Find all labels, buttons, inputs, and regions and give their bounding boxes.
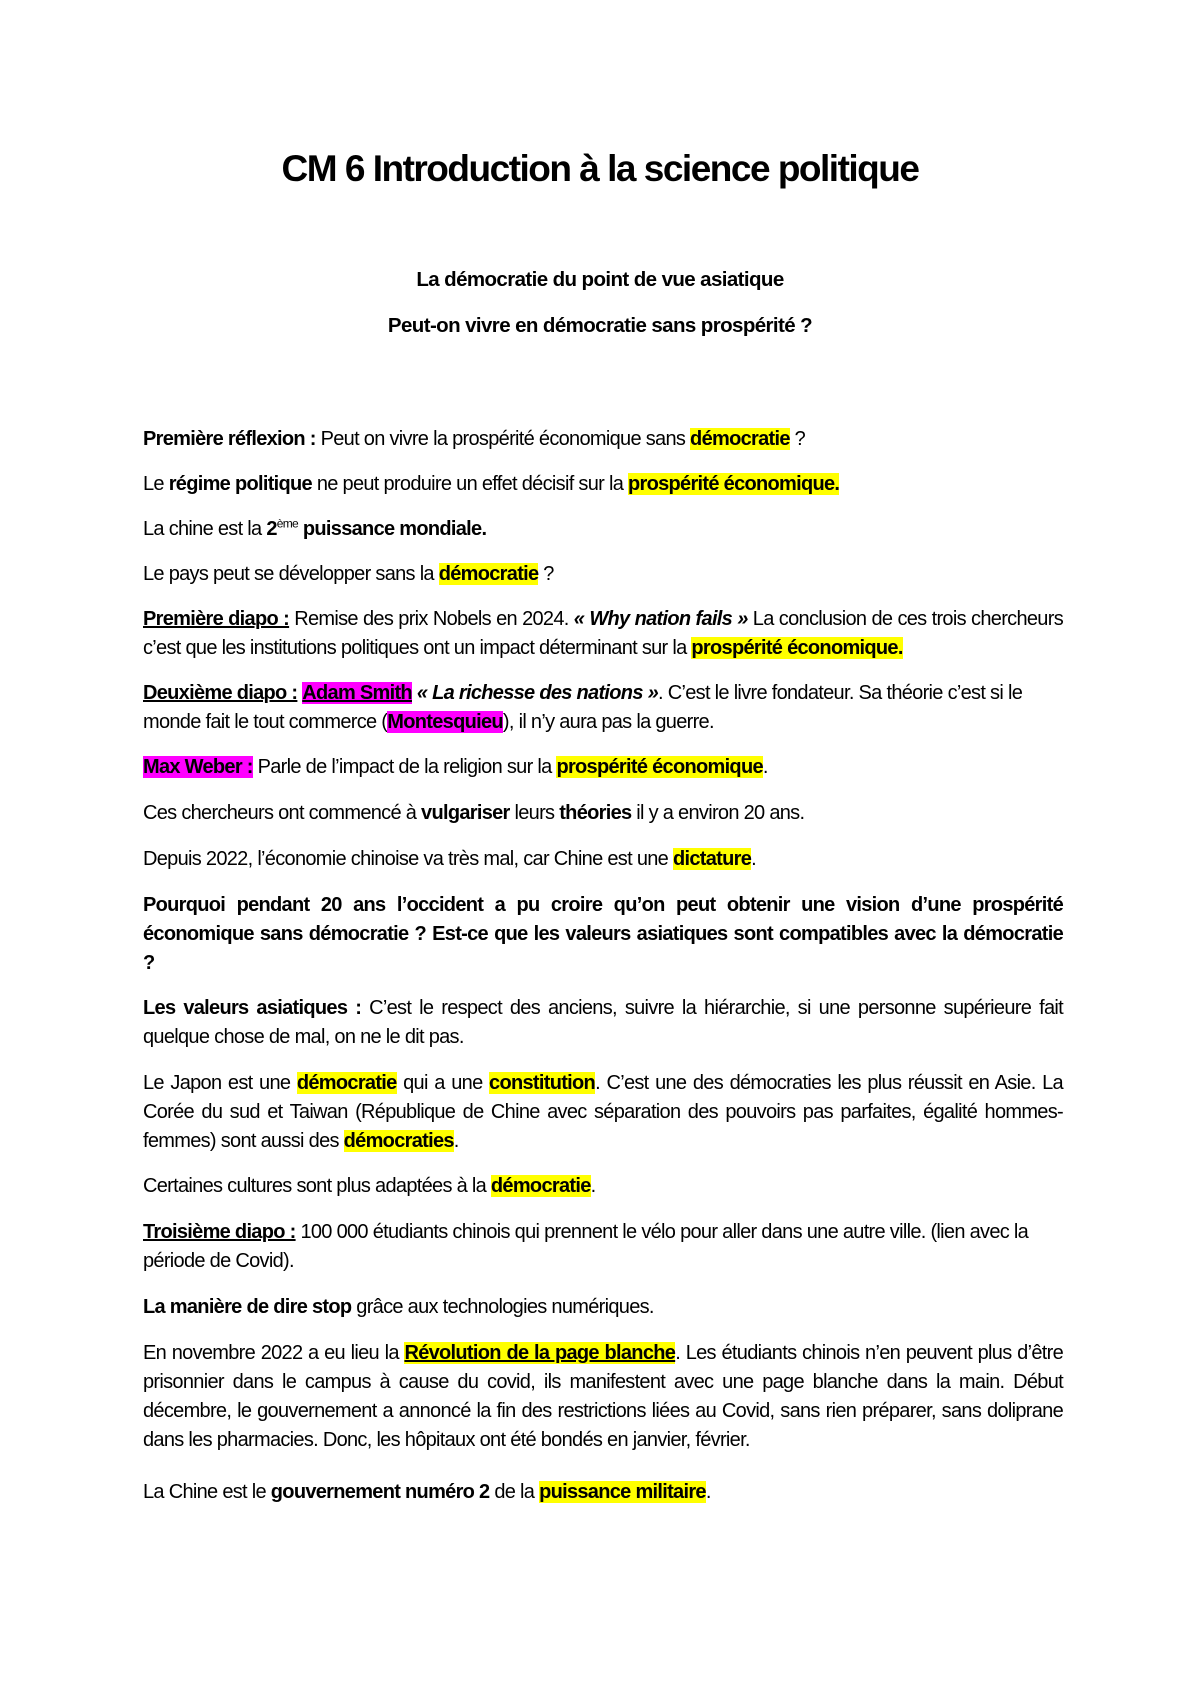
paragraph-chine-puissance [143, 515, 1063, 544]
highlight-prosperite: prospérité économique. [691, 637, 903, 659]
highlight-montesquieu: Montesquieu [387, 711, 503, 733]
text: leurs [509, 802, 560, 824]
paragraph-puissance-militaire [143, 1478, 1063, 1507]
paragraph-chercheurs [143, 799, 1063, 828]
highlight-democratie: démocratie [438, 563, 539, 585]
paragraph-revolution-page-blanche [143, 1339, 1063, 1455]
bold-theories: théories [559, 802, 632, 824]
text: Remise des prix Nobels en 2024. [289, 608, 574, 630]
text: La conclusion de ces trois chercheurs c’est que les institutions politiques ont un impact déterminant sur la [143, 608, 1063, 659]
text: grâce aux technologies numériques. [351, 1296, 654, 1318]
paragraph-cultures [143, 1172, 1063, 1201]
highlight-constitution: constitution [489, 1072, 596, 1094]
paragraph-premiere-diapo [143, 605, 1063, 663]
superscript: ème [276, 516, 299, 531]
paragraph-japon [143, 1069, 1063, 1156]
bold-vulgariser: vulgariser [421, 802, 510, 824]
highlight-democratie: démocratie [490, 1175, 591, 1197]
text: Parle de l’impact de la religion sur la [252, 756, 557, 778]
paragraph-troisieme-diapo [143, 1218, 1063, 1276]
highlight-max-weber: Max Weber : [143, 756, 253, 778]
text: ), il n’y aura pas la guerre. [502, 711, 714, 733]
bold-regime-politique: régime politique [168, 473, 312, 495]
quote-why-nation-fails: « Why nation fails » [573, 608, 748, 630]
label-premiere-diapo: Première diapo : [143, 608, 290, 630]
text: Le Japon est une [143, 1072, 297, 1094]
paragraph-max-weber [143, 753, 1063, 782]
paragraph-premiere-reflexion [143, 425, 1063, 454]
bold-question: Pourquoi pendant 20 ans l’occident a pu croire qu’on peut obtenir une vision d’une prospérité économique sans démocratie ? Est-ce que les valeurs asiatiques sont compatibles avec la démocratie ? [143, 894, 1063, 974]
paragraph-question-occident [143, 891, 1063, 978]
text: . [453, 1130, 459, 1152]
text: Le [143, 473, 169, 495]
highlight-revolution-page-blanche: Révolution de la page blanche [404, 1342, 676, 1364]
highlight-adam-smith: Adam Smith [302, 682, 412, 704]
label-premiere-reflexion: Première réflexion : [143, 428, 316, 450]
text: ? [789, 428, 806, 450]
highlight-democratie: démocratie [690, 428, 790, 450]
bold-puissance-mondiale: puissance mondiale. [298, 518, 487, 540]
bold-gouvernement-numero-2: gouvernement numéro 2 [270, 1481, 490, 1503]
text: Peut on vivre la prospérité économique sans [315, 428, 691, 450]
highlight-democratie: démocratie [296, 1072, 397, 1094]
paragraph-maniere-dire-stop [143, 1293, 1063, 1322]
highlight-dictature: dictature [672, 848, 752, 870]
text: C’est le respect des anciens, suivre la hiérarchie, si une personne supérieure fait quelque chose de mal, on ne le dit pas. [143, 997, 1063, 1048]
bold-2: 2 [266, 518, 277, 540]
paragraph-deuxieme-diapo [143, 679, 1063, 737]
text: de la [489, 1481, 540, 1503]
text: Ces chercheurs ont commencé à [143, 802, 422, 824]
highlight-puissance-militaire: puissance militaire [539, 1481, 706, 1503]
paragraph-pays-developper [143, 560, 1063, 589]
label-deuxieme-diapo: Deuxième diapo : [143, 682, 298, 704]
text: il y a environ 20 ans. [631, 802, 805, 824]
text: Certaines cultures sont plus adaptées à la [143, 1175, 491, 1197]
paragraph-valeurs-asiatiques [143, 994, 1063, 1052]
text: . [762, 756, 768, 778]
highlight-democraties: démocraties [343, 1130, 454, 1152]
text: 100 000 étudiants chinois qui prennent le vélo pour aller dans une autre ville. (lien avec la période de Covid). [143, 1221, 1029, 1272]
text: La Chine est le [143, 1481, 271, 1503]
text: La chine est la [143, 518, 267, 540]
paragraph-economie-chinoise [143, 845, 1063, 874]
text: Le pays peut se développer sans la [143, 563, 439, 585]
text: En novembre 2022 a eu lieu la [143, 1342, 405, 1364]
paragraph-regime-politique [143, 470, 1063, 499]
text: . [590, 1175, 596, 1197]
text: . [705, 1481, 711, 1503]
text: . [751, 848, 756, 870]
bold-maniere-dire-stop: La manière de dire stop [143, 1296, 352, 1318]
label-valeurs-asiatiques: Les valeurs asiatiques : [143, 997, 362, 1019]
subtitle-2: Peut-on vivre en démocratie sans prospérité ? [387, 314, 813, 337]
highlight-prosperite: prospérité économique. [627, 473, 840, 495]
text: . Les étudiants chinois n’en peuvent plus d’être prisonnier dans le campus à cause du covid, ils manifestent avec une page blanche dans la main. Début décembre, le gouvernement a annoncé la fin des restrictions liées au Covid, sans rien préparer, sans doliprane dans les pharmacies. Donc, les hôpitaux ont été bondés en janvier, février. [143, 1342, 1064, 1451]
text: ? [538, 563, 554, 585]
label-troisieme-diapo: Troisième diapo : [143, 1221, 296, 1243]
document-title: CM 6 Introduction à la science politique [281, 148, 919, 189]
highlight-prosperite: prospérité économique [556, 756, 763, 778]
quote-richesse-des-nations: « La richesse des nations » [416, 682, 659, 704]
text: qui a une [396, 1072, 490, 1094]
text: Depuis 2022, l’économie chinoise va très mal, car Chine est une [143, 848, 673, 870]
text: ne peut produire un effet décisif sur la [311, 473, 628, 495]
text: . C’est une des démocraties les plus réussit en Asie. La Corée du sud et Taiwan (République de Chine avec séparation des pouvoirs pas parfaites, égalité hommes-femmes) sont aussi des [143, 1072, 1063, 1152]
subtitle-1: La démocratie du point de vue asiatique [416, 268, 784, 291]
text: . C’est le livre fondateur. Sa théorie c’est si le monde fait le tout commerce ( [143, 682, 1023, 733]
